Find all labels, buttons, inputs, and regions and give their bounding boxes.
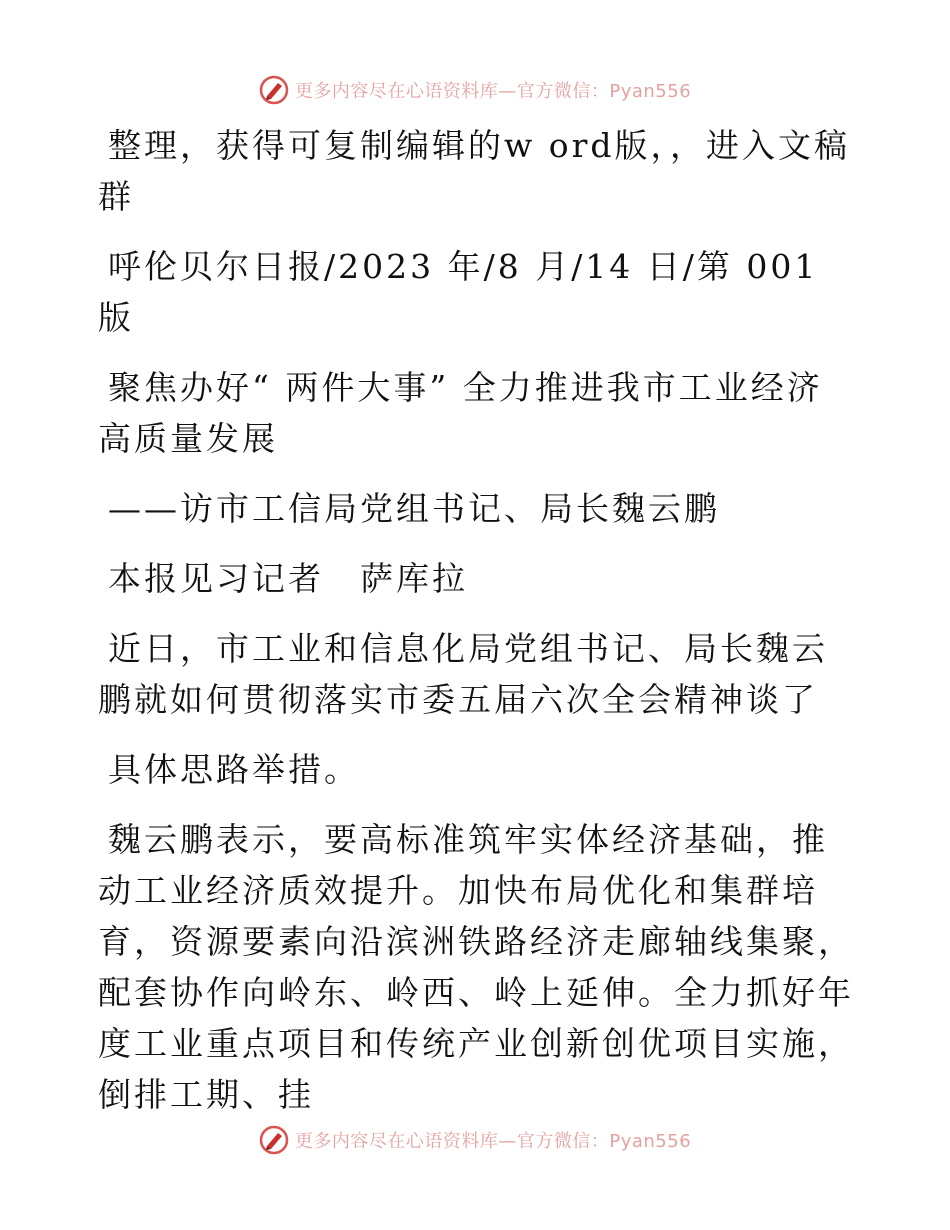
pen-logo-icon: [259, 75, 289, 105]
pen-logo-icon: [259, 1125, 289, 1155]
document-body: [98, 120, 858, 1139]
watermark-banner-top: [0, 70, 950, 110]
article-byline: 本报见习记者 萨库拉: [108, 559, 468, 598]
watermark-text: 更多内容尽在心语资料库—官方微信：Pyan556: [294, 1131, 692, 1152]
paragraph-source-line: 呼伦贝尔日报/2023 年/8 月/14 日/第 001 版: [98, 247, 819, 337]
article-subheadline: ——访市工信局党组书记、局长魏云鹏: [108, 489, 720, 528]
paragraph-intro: 整理，获得可复制编辑的w ord版，，进入文稿群: [98, 126, 851, 216]
paragraph-body-3: 魏云鹏表示，要高标准筑牢实体经济基础，推动工业经济质效提升。加快布局优化和集群培育，资源要素向沿滨洲铁路经济走廊轴线集聚，配套协作向岭东、岭西、岭上延伸。全力抓好年度工业重点项目和传统产业创新创优项目实施，倒排工期、挂: [98, 820, 854, 1114]
paragraph-body-2: 具体思路举措。: [108, 750, 360, 789]
watermark-text: 更多内容尽在心语资料库—官方微信：Pyan556: [294, 81, 692, 102]
article-headline: 聚焦办好“ 两件大事” 全力推进我市工业经济高质量发展: [98, 368, 823, 458]
paragraph-body-1: 近日，市工业和信息化局党组书记、局长魏云鹏就如何贯彻落实市委五届六次全会精神谈了: [98, 629, 828, 719]
watermark-banner-bottom: [0, 1120, 950, 1160]
